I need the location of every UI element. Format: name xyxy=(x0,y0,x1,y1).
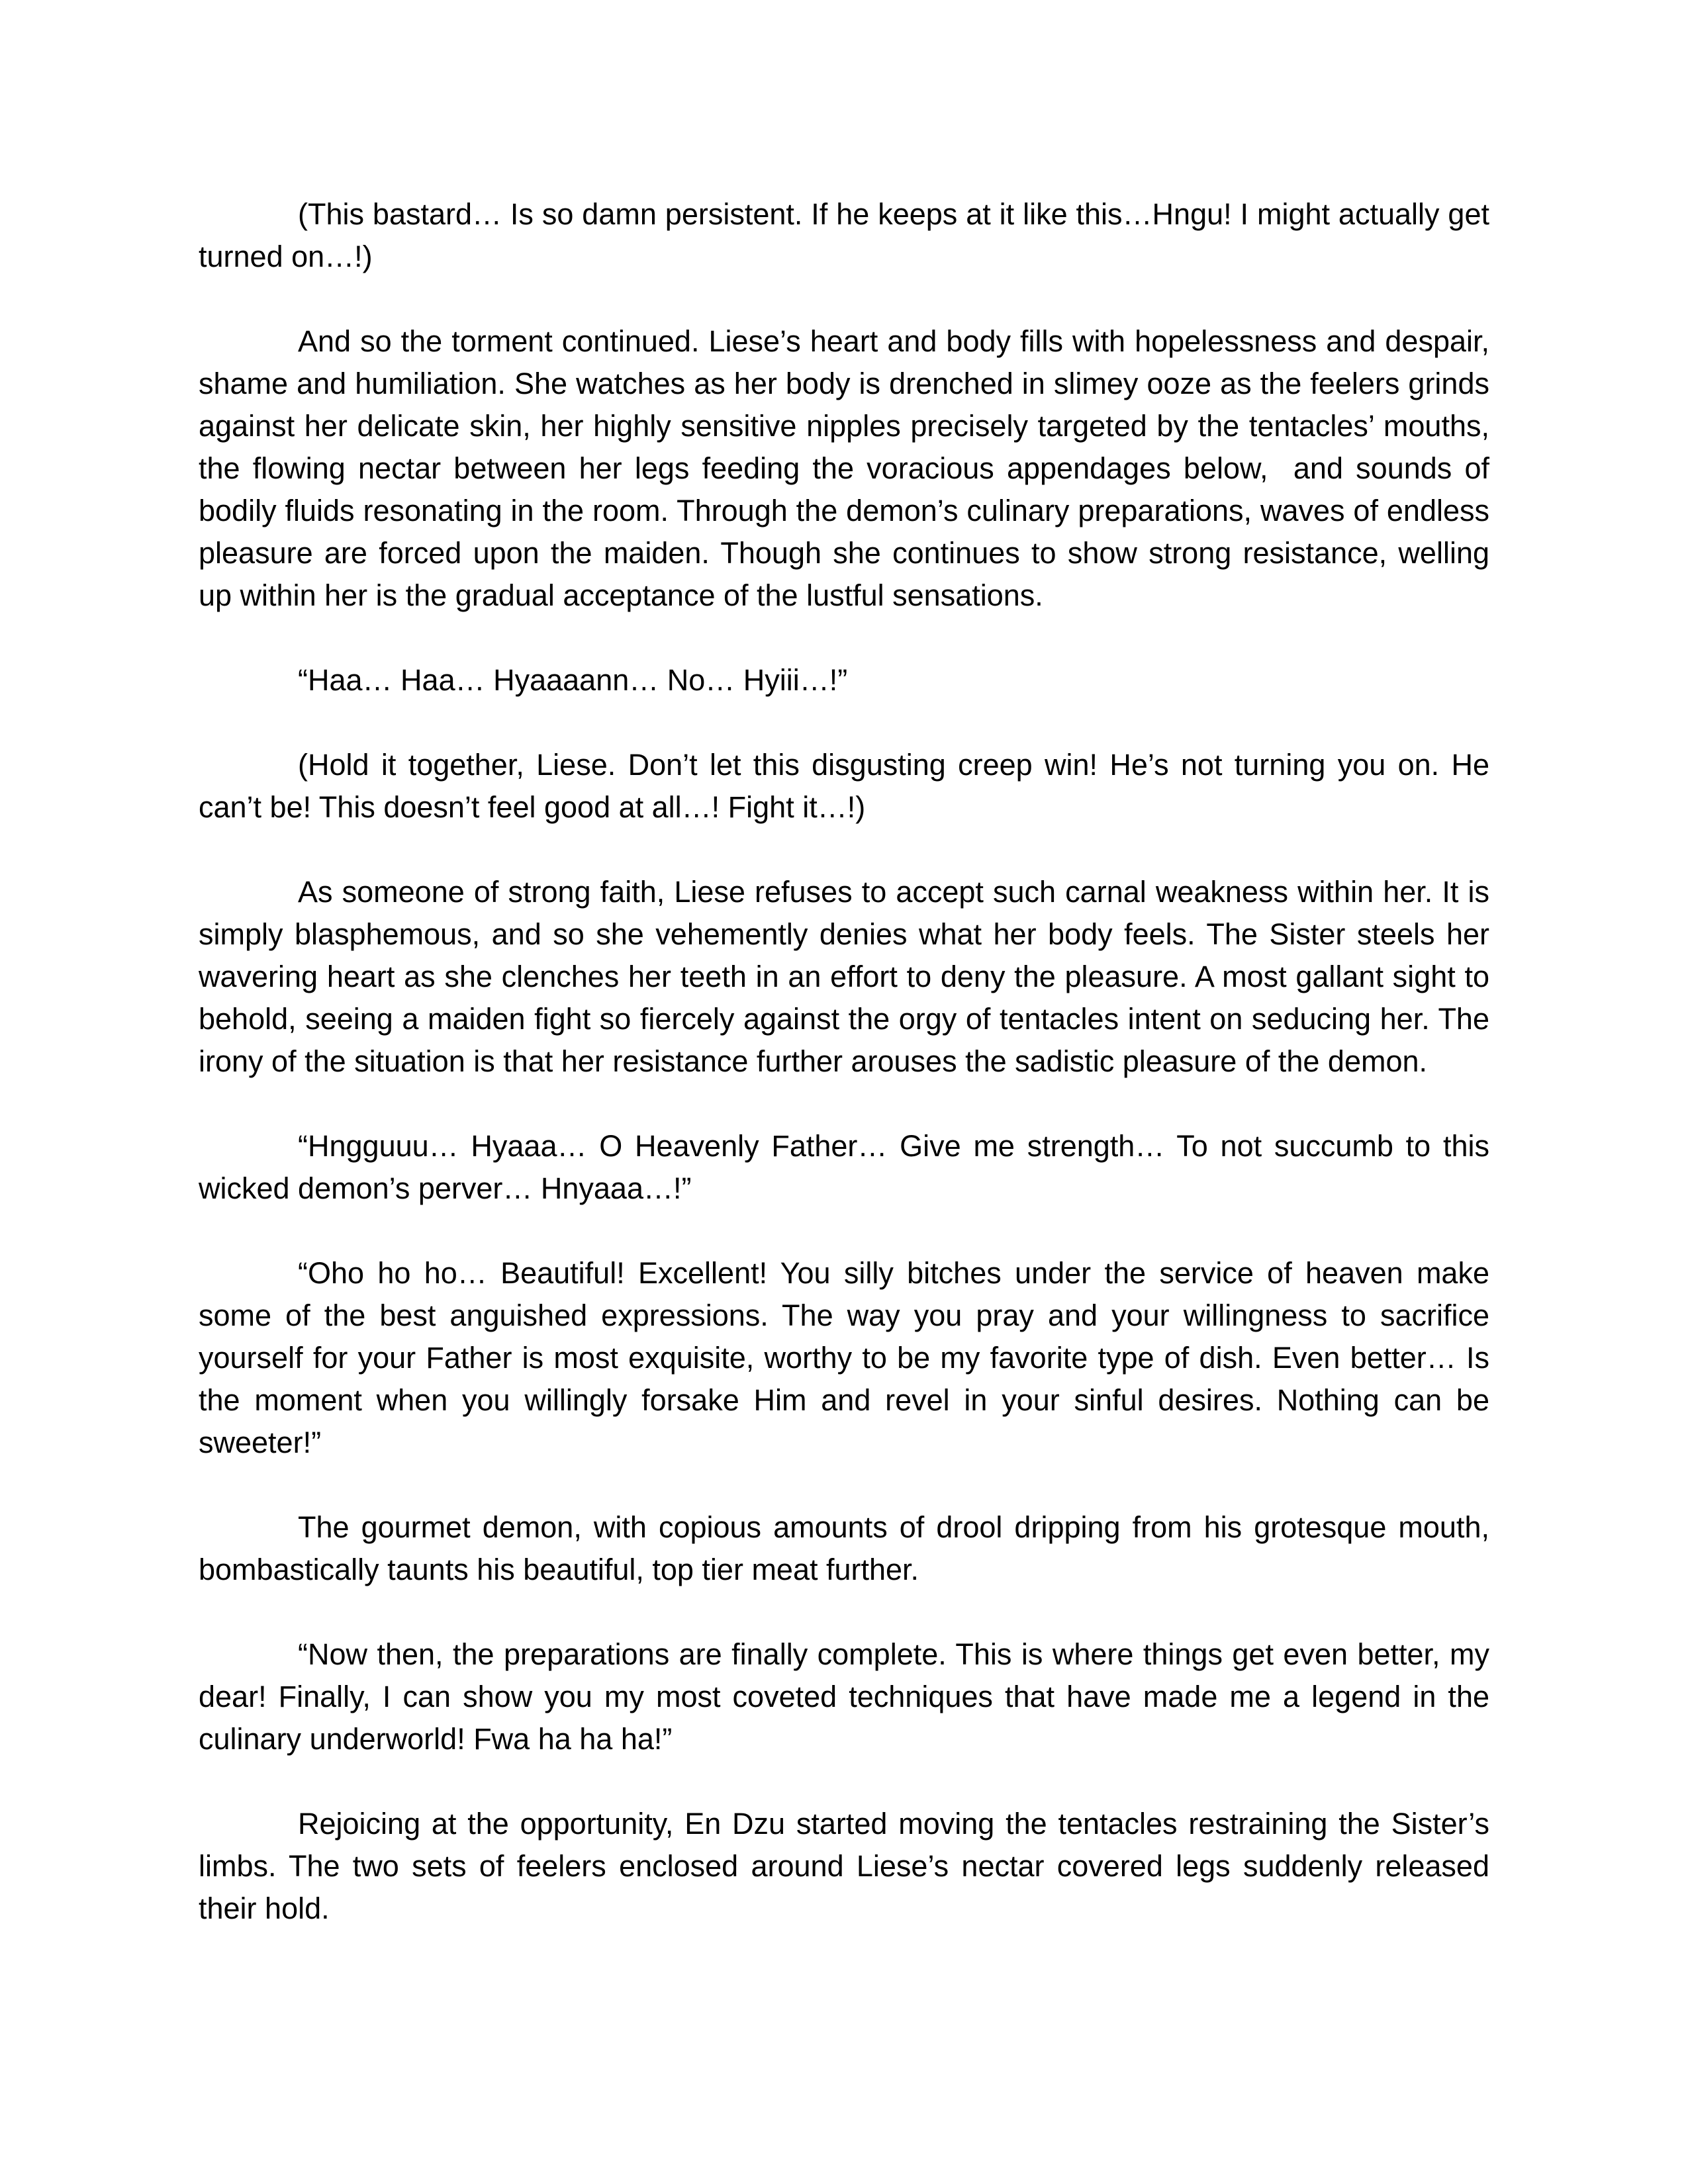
paragraph-2-narration: And so the torment continued. Liese’s heart and body fills with hopelessness and despair, shame and humiliation. She watches as her body is drenched in slimey ooze as the feelers grinds against her delicate skin, her highly sensitive nipples precisely targeted by the tentacles’ mouths, the flowing nectar between her legs feeding the voracious appendages below, and sounds of bodily fluids resonating in the room. Through the demon’s culinary preparations, waves of endless pleasure are forced upon the maiden. Though she continues to show strong resistance, welling up within her is the gradual acceptance of the lustful sensations. xyxy=(199,324,1498,612)
paragraph-4-inner-monologue: (Hold it together, Liese. Don’t let this disgusting creep win! He’s not turning you on. He can’t be! This doesn’t feel good at all…! Fight it…!) xyxy=(199,748,1498,824)
paragraph-10-narration: Rejoicing at the opportunity, En Dzu started moving the tentacles restraining the Sister’s limbs. The two sets of feelers enclosed around Liese’s nectar covered legs suddenly released their hold. xyxy=(199,1807,1498,1925)
paragraph-1-inner-monologue: (This bastard… Is so damn persistent. If he keeps at it like this…Hngu! I might actually get turned on…!) xyxy=(199,197,1498,273)
paragraph-9-dialogue: “Now then, the preparations are finally complete. This is where things get even better, my dear! Finally, I can show you my most coveted techniques that have made me a legend in the culinary underworld! Fwa ha ha ha!” xyxy=(199,1637,1498,1756)
paragraph-8-narration: The gourmet demon, with copious amounts of drool dripping from his grotesque mouth, bombastically taunts his beautiful, top tier meat further. xyxy=(199,1510,1498,1586)
paragraph-5-narration: As someone of strong faith, Liese refuses to accept such carnal weakness within her. It is simply blasphemous, and so she vehemently denies what her body feels. The Sister steels her wavering heart as she clenches her teeth in an effort to deny the pleasure. A most gallant sight to behold, seeing a maiden fight so fiercely against the orgy of tentacles intent on seducing her. The irony of the situation is that her resistance further arouses the sadistic pleasure of the demon. xyxy=(199,875,1498,1078)
paragraph-3-dialogue: “Haa… Haa… Hyaaaann… No… Hyiii…!” xyxy=(298,663,848,697)
paragraph-7-dialogue: “Oho ho ho… Beautiful! Excellent! You silly bitches under the service of heaven make some of the best anguished expressions. The way you pray and your willingness to sacrifice yourself for your Father is most exquisite, worthy to be my favorite type of dish. Even better… Is the moment when you willingly forsake Him and revel in your sinful desires. Nothing can be sweeter!” xyxy=(199,1256,1498,1459)
paragraph-6-dialogue: “Hngguuu… Hyaaa… O Heavenly Father… Give me strength… To not succumb to this wicked demon’s perver… Hnyaaa…!” xyxy=(199,1129,1498,1205)
